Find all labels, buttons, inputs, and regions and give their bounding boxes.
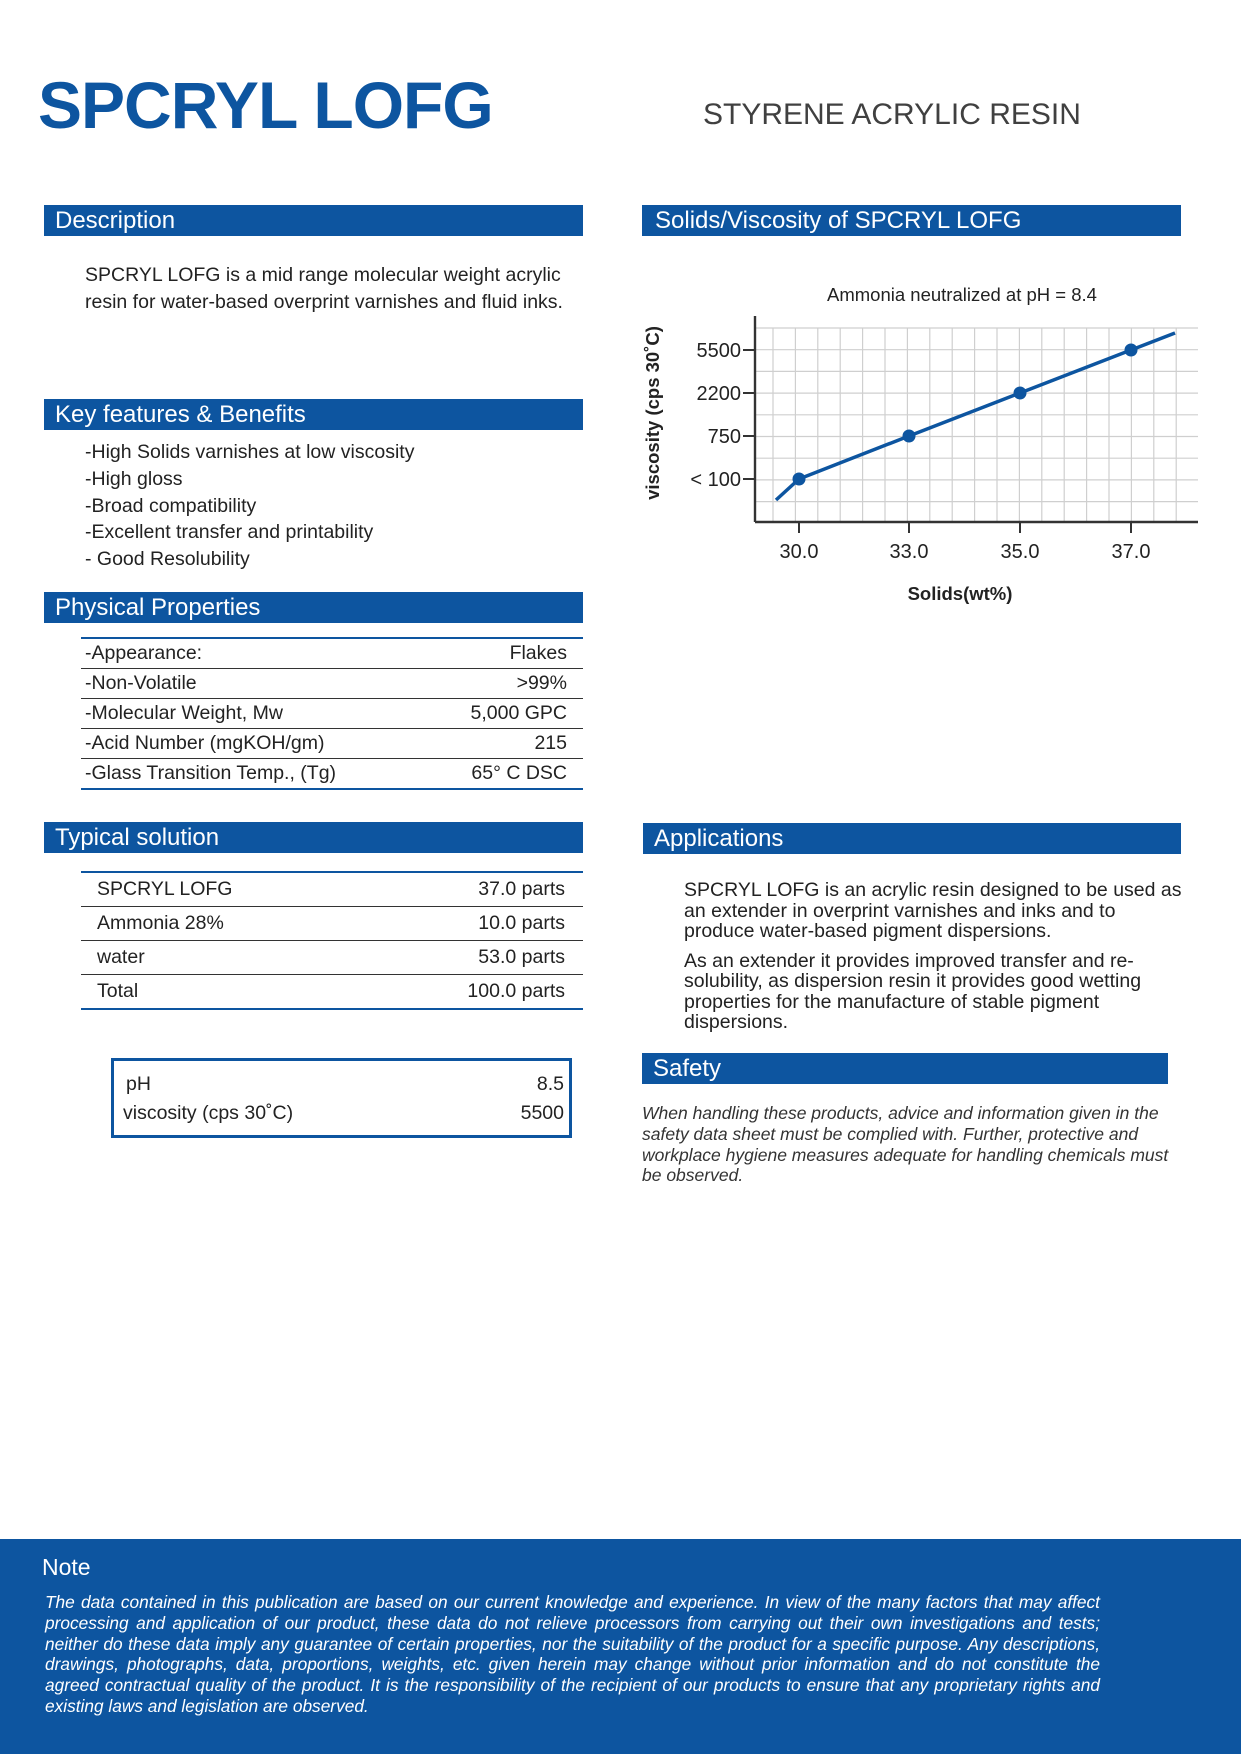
y-axis-label: viscosity (cps 30˚C): [642, 326, 663, 500]
feature-item: -Broad compatibility: [85, 494, 257, 517]
table-row: [81, 941, 583, 975]
ingredient-label: water: [81, 941, 364, 975]
table-row: [81, 873, 583, 907]
y-axis-ticks: [690, 340, 755, 491]
x-axis-label: Solids(wt%): [907, 583, 1013, 604]
chart-title: Ammonia neutralized at pH = 8.4: [827, 284, 1097, 305]
table-row: [81, 638, 583, 669]
solution-heading: Typical solution: [44, 822, 583, 853]
features-heading: Key features & Benefits: [44, 399, 583, 430]
ingredient-label: Total: [97, 980, 139, 1002]
property-label: -Appearance:: [81, 638, 432, 669]
property-value: 65° C DSC: [432, 759, 583, 790]
table-row: [81, 669, 583, 699]
data-point: [793, 473, 806, 486]
note-heading: Note: [42, 1554, 91, 1580]
ingredient-label: SPCRYL LOFG: [81, 873, 364, 907]
feature-item: - Good Resolubility: [85, 548, 250, 571]
y-tick-label: 2200: [696, 383, 741, 405]
viscosity-label: viscosity (cps 30˚C): [123, 1102, 294, 1124]
ph-label: pH: [126, 1073, 151, 1095]
property-value: 5,000 GPC: [432, 699, 583, 729]
x-axis-ticks: [780, 522, 1151, 563]
note-text: The data contained in this publication are based on our current knowledge and experience. In view of the many factors that may affect processing and application of our product, these data do not relieve processors from carrying out their own investigations and tests; neither do these data imply any guarantee of certain properties, nor the suitability of the product for a specific purpose. Any descriptions, drawings, photographs, data, proportions, weights, etc. given herein may change without prior information and do not constitute the agreed contractual quality of the product. It is the responsibility of the recipient of our products to ensure that any proprietary rights and existing laws and legislation are observed.: [45, 1592, 1100, 1716]
ph-value: 8.5: [536, 1073, 564, 1095]
viscosity-row: [114, 1099, 569, 1128]
physical-properties-table: [81, 637, 583, 790]
property-label: -Non-Volatile: [81, 669, 432, 699]
feature-item: -High Solids varnishes at low viscosity: [85, 441, 415, 463]
ph-row: [114, 1070, 569, 1099]
x-tick-label: 37.0: [1111, 541, 1151, 563]
table-row: [81, 975, 583, 1009]
solution-table: [81, 873, 583, 1008]
physical-heading: Physical Properties: [44, 592, 583, 623]
property-value: >99%: [432, 669, 583, 699]
table-row: [81, 729, 583, 759]
x-tick-label: 35.0: [1000, 541, 1040, 563]
product-subtitle: STYRENE ACRYLIC RESIN: [703, 98, 1081, 131]
ingredient-label: Ammonia 28%: [81, 907, 364, 941]
safety-heading: Safety: [642, 1053, 1168, 1084]
x-tick-label: 30.0: [779, 541, 819, 563]
property-label: -Glass Transition Temp., (Tg): [81, 759, 432, 790]
description-heading: Description: [44, 205, 583, 236]
chart-series: [776, 333, 1175, 500]
ingredient-value: 10.0 parts: [364, 907, 583, 941]
ingredient-value: 100.0 parts: [467, 980, 565, 1002]
data-point: [1014, 387, 1027, 400]
y-tick-label: < 100: [690, 469, 741, 491]
applications-body: [684, 880, 1184, 1033]
y-tick-label: 5500: [696, 340, 741, 362]
feature-item: -Excellent transfer and printability: [85, 521, 374, 544]
data-point: [1125, 344, 1138, 357]
chart-grid: [755, 328, 1198, 522]
property-label: -Molecular Weight, Mw: [81, 699, 432, 729]
viscosity-value: 5500: [520, 1102, 564, 1124]
table-row: [81, 759, 583, 790]
description-text: SPCRYL LOFG is a mid range molecular weight acrylic resin for water-based overprint varnishes and fluid inks.: [85, 264, 563, 313]
data-point: [903, 430, 916, 443]
solution-table-wrap: [81, 871, 583, 1010]
chart-heading: Solids/Viscosity of SPCRYL LOFG: [642, 205, 1181, 236]
physical-table-wrap: [81, 637, 583, 790]
safety-text: When handling these products, advice and information given in the safety data sheet must be complied with. Further, protective and workplace hygiene measures adequate for handling chemicals must be observed.: [642, 1103, 1169, 1186]
ingredient-value: 37.0 parts: [364, 873, 583, 907]
table-row: [81, 699, 583, 729]
footer-note: [0, 1539, 1241, 1754]
product-title: SPCRYL LOFG: [38, 68, 493, 142]
ph-viscosity-box: [111, 1058, 572, 1138]
feature-item: -High gloss: [85, 467, 183, 490]
ingredient-value: 53.0 parts: [364, 941, 583, 975]
table-row: [81, 907, 583, 941]
applications-heading: Applications: [643, 823, 1181, 854]
features-list: [85, 439, 414, 573]
applications-paragraph: SPCRYL LOFG is an acrylic resin designed to be used as an extender in overprint varnishes and inks and to produce water-based pigment dispersions.: [684, 879, 1182, 942]
property-value: 215: [432, 729, 583, 759]
applications-paragraph: As an extender it provides improved transfer and re-solubility, as dispersion resin it provides good wetting properties for the manufacture of stable pigment dispersions.: [684, 949, 1142, 1033]
property-value: Flakes: [432, 638, 583, 669]
viscosity-chart: [630, 270, 1210, 615]
series-line: [776, 333, 1175, 500]
property-label: -Acid Number (mgKOH/gm): [81, 729, 432, 759]
x-tick-label: 33.0: [889, 541, 929, 563]
y-tick-label: 750: [707, 426, 741, 448]
